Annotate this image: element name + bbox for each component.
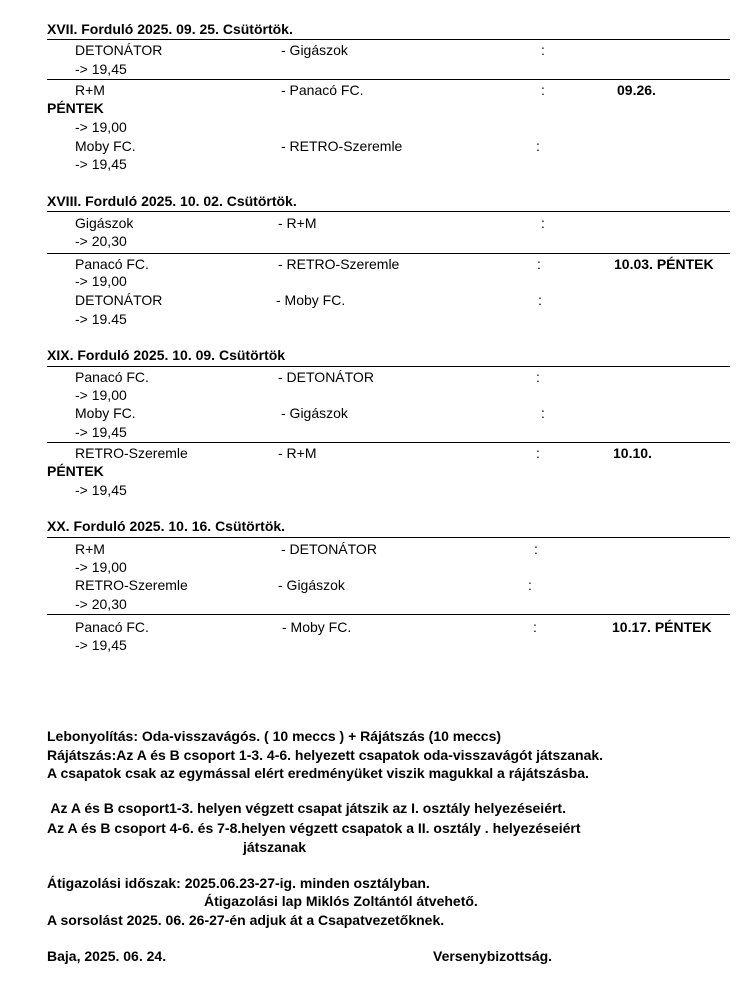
match-home: Moby FC.	[75, 138, 136, 154]
match-date-note-day: PÉNTEK	[47, 463, 104, 479]
match-colon: :	[541, 215, 545, 231]
match-time: -> 19,45	[75, 637, 127, 653]
footer-signature: Versenybizottság.	[433, 948, 553, 964]
divider	[47, 39, 730, 40]
notes-line: Lebonyolítás: Oda-visszavágós. ( 10 meccs ) + Rájátszás (10 meccs)	[47, 728, 502, 744]
match-home: DETONÁTOR	[75, 292, 163, 308]
notes-line: Az A és B csoport1-3. helyen végzett csapat játszik az I. osztály helyezéseiért.	[47, 800, 566, 816]
notes-line: Rájátszás:Az A és B csoport 1-3. 4-6. helyezett csapatok oda-visszavágót játszanak.	[47, 747, 604, 763]
round-20-title: XX. Forduló 2025. 10. 16. Csütörtök.	[47, 518, 286, 534]
match-colon: :	[538, 292, 542, 308]
match-away: - Moby FC.	[282, 619, 352, 635]
match-colon: :	[541, 82, 545, 98]
match-colon: :	[534, 541, 538, 557]
match-away: - RETRO-Szeremle	[278, 256, 400, 272]
notes-line: Átigazolási időszak: 2025.06.23-27-ig. minden osztályban.	[47, 875, 430, 891]
divider	[47, 442, 730, 443]
match-time: -> 19.45	[75, 311, 127, 327]
match-away: - DETONÁTOR	[278, 369, 374, 385]
match-away: - RETRO-Szeremle	[281, 138, 403, 154]
divider	[47, 253, 730, 254]
match-colon: :	[528, 577, 532, 593]
round-17-title: XVII. Forduló 2025. 09. 25. Csütörtök.	[47, 21, 293, 37]
match-home: R+M	[75, 541, 105, 557]
match-away: - Panacó FC.	[281, 82, 364, 98]
match-home: RETRO-Szeremle	[75, 577, 188, 593]
match-home: R+M	[75, 82, 105, 98]
divider	[47, 614, 730, 615]
match-date-note: 10.17. PÉNTEK	[612, 619, 712, 635]
match-time: -> 19,45	[75, 156, 127, 172]
match-time: -> 20,30	[75, 596, 127, 612]
match-time: -> 19,00	[75, 119, 127, 135]
match-time: -> 20,30	[75, 233, 127, 249]
match-home: Panacó FC.	[75, 256, 149, 272]
footer-place-date: Baja, 2025. 06. 24.	[47, 948, 167, 964]
match-away: - R+M	[278, 445, 317, 461]
divider	[47, 537, 730, 538]
match-time: -> 19,00	[75, 559, 127, 575]
match-away: - Gigászok	[281, 405, 348, 421]
match-colon: :	[541, 42, 545, 58]
match-colon: :	[536, 138, 540, 154]
match-time: -> 19,45	[75, 482, 127, 498]
notes-line: Az A és B csoport 4-6. és 7-8.helyen végzett csapatok a II. osztály . helyezéseiért	[47, 820, 581, 836]
match-time: -> 19,45	[75, 424, 127, 440]
round-18-title: XVIII. Forduló 2025. 10. 02. Csütörtök.	[47, 193, 297, 209]
match-away: - Gigászok	[278, 577, 345, 593]
match-colon: :	[541, 405, 545, 421]
match-colon: :	[536, 445, 540, 461]
match-home: Gigászok	[75, 215, 134, 231]
match-colon: :	[537, 256, 541, 272]
match-away: - DETONÁTOR	[281, 541, 377, 557]
notes-line: A csapatok csak az egymással elért eredményüket viszik magukkal a rájátszásba.	[47, 765, 589, 781]
match-date-note-day: PÉNTEK	[47, 100, 104, 116]
match-date-note: 09.26.	[617, 82, 656, 98]
match-home: Panacó FC.	[75, 619, 149, 635]
match-home: RETRO-Szeremle	[75, 445, 188, 461]
match-away: - Moby FC.	[276, 292, 346, 308]
match-time: -> 19,45	[75, 61, 127, 77]
match-colon: :	[536, 369, 540, 385]
notes-line: A sorsolást 2025. 06. 26-27-én adjuk át a Csapatvezetőknek.	[47, 912, 445, 928]
notes-line: játszanak	[243, 839, 307, 855]
match-time: -> 19,00	[75, 273, 127, 289]
divider	[47, 366, 730, 367]
match-away: - Gigászok	[281, 42, 348, 58]
notes-line: Átigazolási lap Miklós Zoltántól átvehető.	[204, 893, 478, 909]
match-home: DETONÁTOR	[75, 42, 163, 58]
divider	[47, 211, 730, 212]
round-19-title: XIX. Forduló 2025. 10. 09. Csütörtök	[47, 347, 286, 363]
match-away: - R+M	[278, 215, 317, 231]
match-home: Moby FC.	[75, 405, 136, 421]
match-date-note: 10.10.	[613, 445, 652, 461]
match-date-note: 10.03. PÉNTEK	[614, 256, 714, 272]
divider	[47, 79, 730, 80]
match-colon: :	[533, 619, 537, 635]
match-home: Panacó FC.	[75, 369, 149, 385]
match-time: -> 19,00	[75, 387, 127, 403]
